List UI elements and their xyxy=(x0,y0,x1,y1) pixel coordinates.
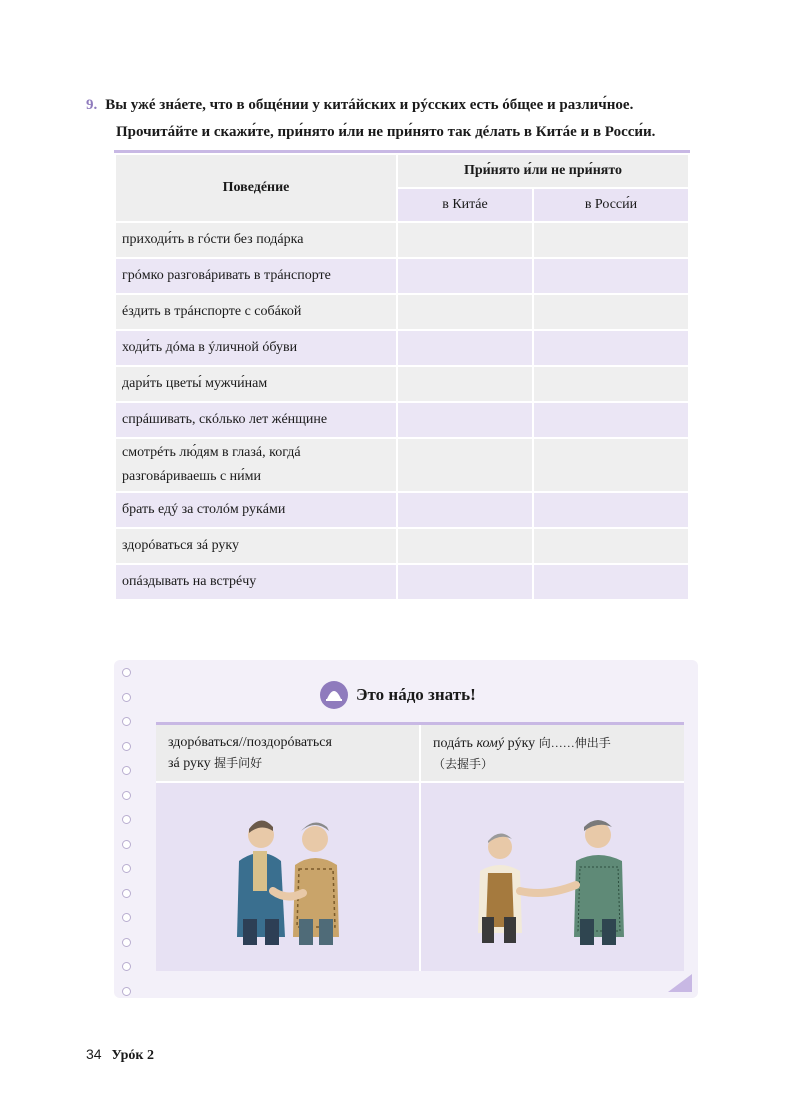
offer-hand-phrase-cell xyxy=(421,725,684,781)
russia-answer-cell[interactable] xyxy=(534,565,688,599)
info-title-text: Это нáдо знать! xyxy=(356,685,476,704)
exercise-number: 9. xyxy=(86,97,98,113)
china-answer-cell[interactable] xyxy=(398,439,532,491)
china-answer-cell[interactable] xyxy=(398,259,532,293)
table-row xyxy=(116,367,688,401)
page-corner-fold xyxy=(668,974,692,992)
china-answer-cell[interactable] xyxy=(398,367,532,401)
table-row xyxy=(116,295,688,329)
exercise-instructions xyxy=(86,92,726,146)
offer-hand-ru-italic: комý xyxy=(476,736,505,751)
table-row xyxy=(116,403,688,437)
russia-answer-cell[interactable] xyxy=(534,259,688,293)
behavior-cell: опáздывать на встрéчу xyxy=(116,565,396,599)
behavior-table xyxy=(114,150,690,601)
russia-answer-cell[interactable] xyxy=(534,331,688,365)
behavior-cell: брать едý за столóм рукáми xyxy=(116,493,396,527)
behavior-header: Поведéние xyxy=(116,155,396,221)
page-footer xyxy=(86,1046,154,1064)
offer-hand-cn-2: （去握手） xyxy=(433,757,494,771)
china-column-header: в Китáе xyxy=(398,189,532,221)
greeting-phrase-ru-2: зá руку xyxy=(168,756,211,771)
greeting-phrase-cn: 握手问好 xyxy=(214,756,263,770)
russia-answer-cell[interactable] xyxy=(534,367,688,401)
offer-hand-cn: 向……伸出手 xyxy=(538,736,611,750)
table-row xyxy=(116,259,688,293)
table-row xyxy=(116,493,688,527)
russia-answer-cell[interactable] xyxy=(534,295,688,329)
handshake-illustration-right xyxy=(421,783,684,971)
china-answer-cell[interactable] xyxy=(398,403,532,437)
china-answer-cell[interactable] xyxy=(398,493,532,527)
behavior-cell: грóмко разговáривать в трáнспорте xyxy=(116,259,396,293)
china-answer-cell[interactable] xyxy=(398,295,532,329)
greeting-phrase-cell xyxy=(156,725,419,781)
behavior-cell: здорóваться зá руку xyxy=(116,529,396,563)
info-title xyxy=(320,680,476,710)
table-row xyxy=(116,529,688,563)
china-answer-cell[interactable] xyxy=(398,529,532,563)
russia-answer-cell[interactable] xyxy=(534,403,688,437)
info-table xyxy=(156,722,684,971)
greeting-phrase-ru: здорóваться//поздорóваться xyxy=(168,735,332,750)
table-row xyxy=(116,331,688,365)
lesson-label: Урóк 2 xyxy=(111,1048,154,1063)
behavior-cell: дари́ть цветы́ мужчи́нам xyxy=(116,367,396,401)
notebook-rings xyxy=(122,668,134,1011)
table-row xyxy=(116,439,688,491)
handshake-illustration-left xyxy=(156,783,419,971)
accepted-header: При́нято и́ли не при́нято xyxy=(398,155,688,187)
page-number: 34 xyxy=(86,1046,102,1062)
china-answer-cell[interactable] xyxy=(398,331,532,365)
info-box xyxy=(114,660,698,998)
instruction-line-1: Вы ужé знáете, что в общéнии у китáйских и рýсских есть óбщее и различ́ное. xyxy=(105,97,634,113)
table-row xyxy=(116,223,688,257)
china-answer-cell[interactable] xyxy=(398,223,532,257)
behavior-text-line-2: разговáриваешь с ни́ми xyxy=(122,469,262,484)
behavior-cell xyxy=(116,439,396,491)
behavior-cell: приходи́ть в гóсти без подáрка xyxy=(116,223,396,257)
behavior-text-line-1: смотрéть лю́дям в глазá, когдá xyxy=(122,445,301,460)
russia-answer-cell[interactable] xyxy=(534,493,688,527)
russia-answer-cell[interactable] xyxy=(534,439,688,491)
behavior-cell: спрáшивать, скóлько лет жéнщине xyxy=(116,403,396,437)
offer-hand-ru: подáть xyxy=(433,736,473,751)
table-row xyxy=(116,565,688,599)
instruction-line-2: Прочитáйте и скажи́те, при́нято и́ли не при́нято так дéлать в Китáе и в Росси́и. xyxy=(116,124,656,140)
russia-answer-cell[interactable] xyxy=(534,223,688,257)
bell-icon xyxy=(320,681,348,709)
behavior-cell: éздить в трáнспорте с собáкой xyxy=(116,295,396,329)
behavior-cell: ходи́ть дóма в ýличной óбуви xyxy=(116,331,396,365)
offer-hand-ru-2: рýку xyxy=(507,736,536,751)
russia-answer-cell[interactable] xyxy=(534,529,688,563)
russia-column-header: в Росси́и xyxy=(534,189,688,221)
china-answer-cell[interactable] xyxy=(398,565,532,599)
